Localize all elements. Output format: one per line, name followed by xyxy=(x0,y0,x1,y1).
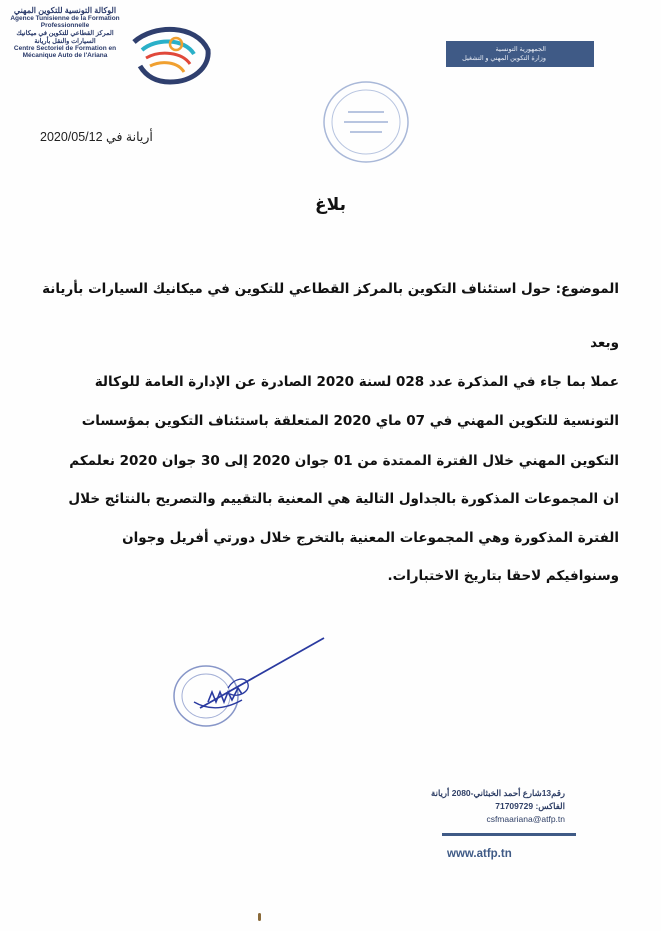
agency-header xyxy=(6,6,124,59)
center-name-fr-2: Mécanique Auto de l'Ariana xyxy=(22,52,108,59)
center-name-fr-1: Centre Sectoriel de Formation en xyxy=(13,45,117,52)
center-name-ar-2: السيارات والنقل بأريانة xyxy=(34,38,96,45)
footer-website-link[interactable]: www.atfp.tn xyxy=(447,848,512,860)
body-line: ان المجموعات المذكورة بالجداول التالية هي المعنية بالتقييم والتصريح بالنتائج خلال xyxy=(68,491,619,507)
agency-name-ar: الوكالة التونسية للتكوين المهني xyxy=(13,6,117,15)
center-name-ar-1: المركز القطاعي للتكوين في ميكانيك xyxy=(16,30,114,37)
footer-address: رقم13شارع أحمد الخبثاني-2080 أريانة xyxy=(431,788,565,798)
letter-subject: الموضوع: حول استئناف التكوين بالمركز القطاعي للتكوين في ميكانيك السيارات بأريانة xyxy=(42,281,619,297)
letter-greeting: وبعد xyxy=(590,335,619,351)
body-line: الفترة المذكورة وهي المجموعات المعنية بالتخرج خلال دورتي أفريل وجوان xyxy=(122,530,619,546)
signature-icon xyxy=(168,630,328,740)
footer-divider xyxy=(442,833,576,836)
body-line: التكوين المهني خلال الفترة الممتدة من 01 جوان 2020 إلى 30 جوان 2020 نعلمكم xyxy=(69,453,619,469)
footer-email[interactable]: csfmaariana@atfp.tn xyxy=(486,814,565,824)
agency-name-fr-1: Agence Tunisienne de la Formation xyxy=(10,15,120,22)
letter-title: بلاغ xyxy=(315,195,346,215)
body-line: عملا بما جاء في المذكرة عدد 028 لسنة 2020 الصادرة عن الإدارة العامة للوكالة xyxy=(94,374,619,390)
paper-speck xyxy=(258,913,261,921)
ministry-line-1: الجمهورية التونسية xyxy=(495,46,546,53)
agency-name-fr-2: Professionnelle xyxy=(40,22,90,29)
center-stamp-icon xyxy=(320,78,412,166)
body-line: التونسية للتكوين المهني في 07 ماي 2020 المتعلقة باستئناف التكوين بمؤسسات xyxy=(81,413,619,429)
ministry-band xyxy=(446,41,594,67)
ministry-line-2: وزارة التكوين المهني و التشغيل xyxy=(462,55,546,62)
footer-fax: الفاكس: 71709729 xyxy=(495,801,565,811)
footer-contacts xyxy=(400,787,565,826)
atfp-logo-icon xyxy=(126,20,214,88)
body-line: وسنوافيكم لاحقا بتاريخ الاختبارات. xyxy=(387,568,619,584)
letter-date: أريانة في 2020/05/12 xyxy=(40,130,153,144)
